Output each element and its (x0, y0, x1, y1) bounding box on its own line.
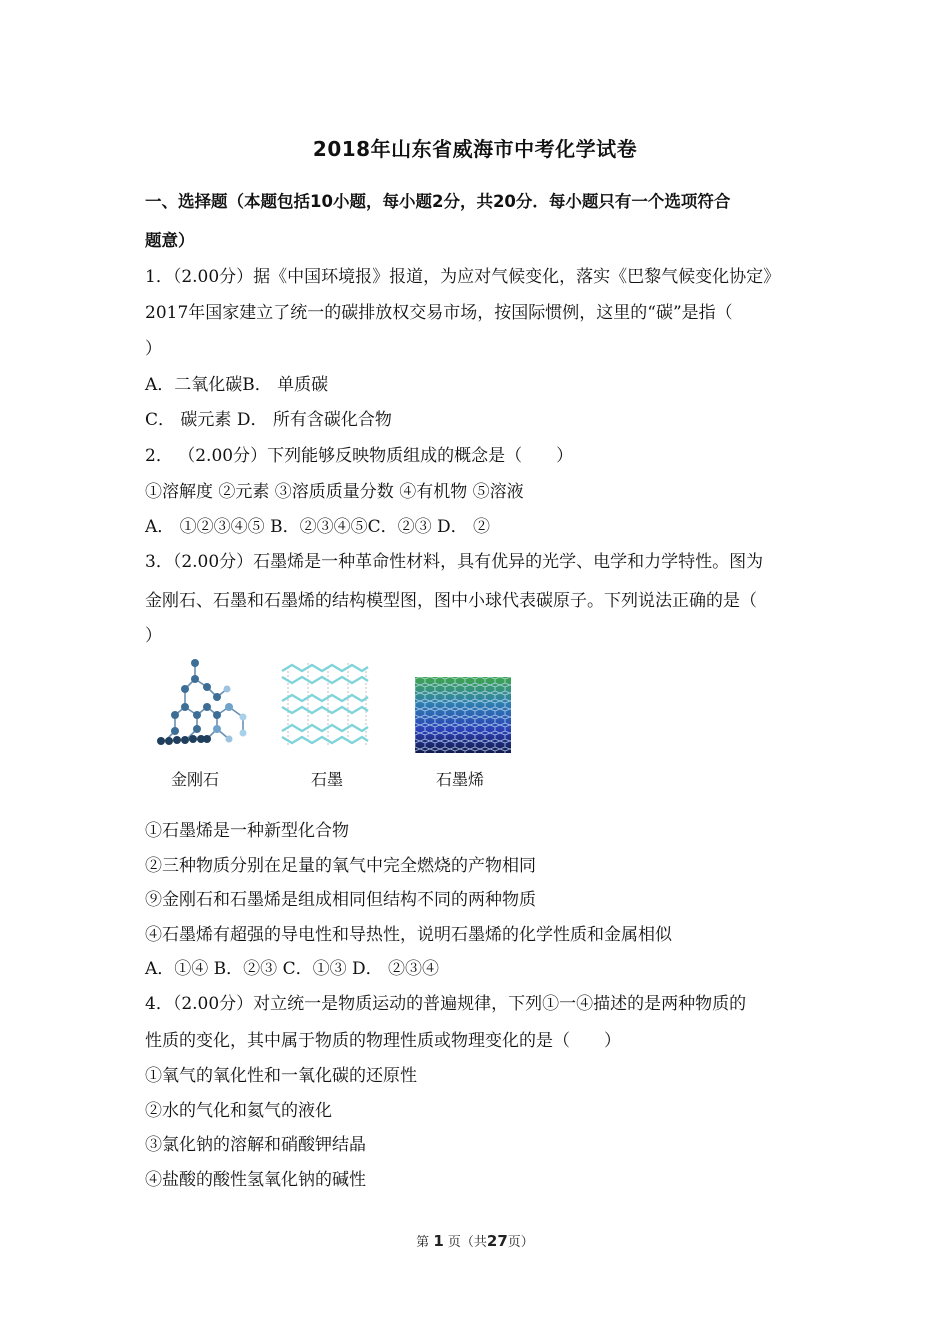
graphene-structure-image (415, 677, 511, 753)
q3-statement-3: ⑨金刚石和石墨烯是组成相同但结构不同的两种物质 (145, 890, 536, 910)
q3-stem-cont: 金刚石、石墨和石墨烯的结构模型图，图中小球代表碳原子。下列说法正确的是（ (145, 591, 757, 611)
q3-stem: 3．（2.00分）石墨烯是一种革命性材料，具有优异的光学、电学和力学特性。图为 (145, 552, 764, 572)
diamond-structure-image (157, 657, 249, 753)
footer-middle: 页（共 (447, 1235, 487, 1250)
carbon-structures-figure (145, 655, 525, 795)
q2-options: A． ①②③④⑤ B．②③④⑤C．②③ D． ② (145, 517, 491, 537)
q3-stem-end: ） (145, 626, 162, 646)
q3-statement-4: ④石墨烯有超强的导电性和导热性，说明石墨烯的化学性质和金属相似 (145, 925, 672, 945)
page-number: 1 (433, 1232, 444, 1250)
q4-statement-3: ③氯化钠的溶解和硝酸钾结晶 (145, 1135, 366, 1155)
q2-items: ①溶解度 ②元素 ③溶质质量分数 ④有机物 ⑤溶液 (145, 482, 524, 502)
figure-label-diamond: 金刚石 (171, 770, 220, 789)
q4-stem: 4．（2.00分）对立统一是物质运动的普遍规律，下列①一④描述的是两种物质的 (145, 994, 747, 1014)
q4-stem-cont: 性质的变化，其中属于物质的物理性质或物理变化的是（ ） (145, 1031, 621, 1051)
total-pages: 27 (486, 1232, 508, 1250)
q4-statement-2: ②水的气化和氦气的液化 (145, 1101, 332, 1121)
footer-prefix: 第 (416, 1235, 430, 1250)
page-footer (0, 1231, 950, 1250)
page-title: 2018年山东省威海市中考化学试卷 (312, 137, 638, 161)
q2-stem: 2． （2.00分）下列能够反映物质组成的概念是（ ） (145, 446, 574, 466)
q3-options: A．①④ B．②③ C．①③ D． ②③④ (145, 959, 440, 979)
q4-statement-4: ④盐酸的酸性氢氧化钠的碱性 (145, 1170, 366, 1190)
graphite-structure-image (278, 659, 370, 751)
q3-statement-2: ②三种物质分别在足量的氧气中完全燃烧的产物相同 (145, 856, 536, 876)
q1-stem: 1．（2.00分）据《中国环境报》报道，为应对气候变化，落实《巴黎气候变化协定》 (145, 267, 781, 287)
figure-label-graphite: 石墨 (311, 770, 344, 789)
q1-options-ab: A．二氧化碳B． 单质碳 (145, 375, 329, 395)
figure-label-graphene: 石墨烯 (436, 770, 485, 789)
q3-statement-1: ①石墨烯是一种新型化合物 (145, 821, 349, 841)
q1-stem-cont: 2017年国家建立了统一的碳排放权交易市场，按国际惯例，这里的“碳”是指（ (145, 303, 733, 323)
q1-stem-end: ） (145, 339, 162, 359)
section-heading-cont: 题意） (145, 231, 195, 250)
q1-options-cd: C． 碳元素 D． 所有含碳化合物 (145, 410, 392, 430)
q4-statement-1: ①氧气的氧化性和一氧化碳的还原性 (145, 1066, 417, 1086)
footer-suffix: 页） (507, 1235, 534, 1250)
section-heading: 一、选择题（本题包括10小题，每小题2分，共20分．每小题只有一个选项符合 (145, 192, 731, 211)
